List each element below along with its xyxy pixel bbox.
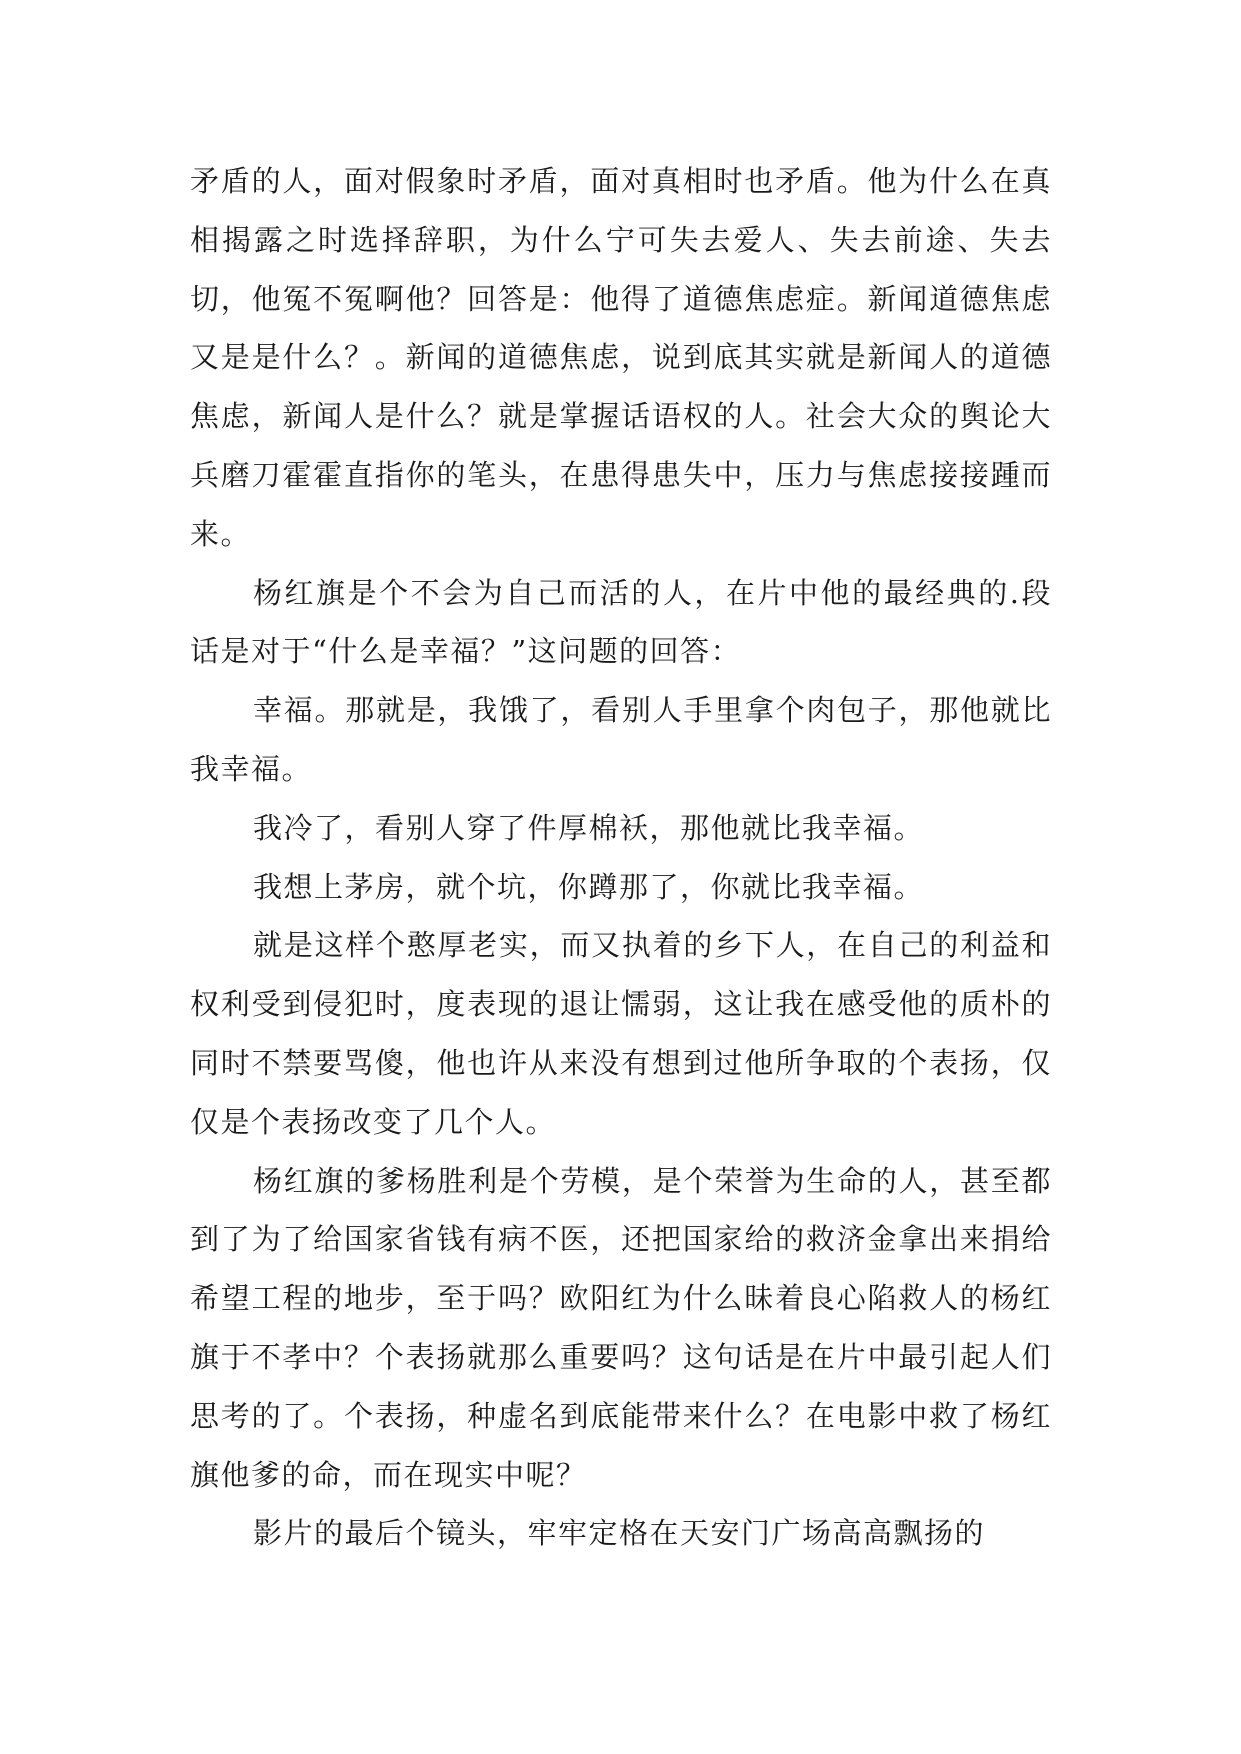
paragraph-6: 就是这样个憨厚老实，而又执着的乡下人，在自己的利益和权利受到侵犯时，度表现的退让懦弱，这让我在感受他的质朴的同时不禁要骂傻，他也许从来没有想到过他所争取的个表扬，仅仅是个表扬改变了几个人。 xyxy=(190,928,1052,1139)
document-body xyxy=(190,152,1052,1563)
paragraph-5: 我想上茅房，就个坑，你蹲那了，你就比我幸福。 xyxy=(253,869,925,904)
paragraph-1: 矛盾的人，面对假象时矛盾，面对真相时也矛盾。他为什么在真相揭露之时选择辞职，为什么宁可失去爱人、失去前途、失去切，他冤不冤啊他？回答是：他得了道德焦虑症。新闻道德焦虑又是是什么？。新闻的道德焦虑，说到底其实就是新闻人的道德焦虑，新闻人是什么？就是掌握话语权的人。社会大众的舆论大兵磨刀霍霍直指你的笔头，在患得患失中，压力与焦虑接接踵而来。 xyxy=(190,164,1052,551)
paragraph-2: 杨红旗是个不会为自己而活的人，在片中他的最经典的.段话是对于“什么是幸福？”这问题的回答： xyxy=(190,575,1052,669)
paragraph-7: 杨红旗的爹杨胜利是个劳模，是个荣誉为生命的人，甚至都到了为了给国家省钱有病不医，还把国家给的救济金拿出来捐给希望工程的地步，至于吗？欧阳红为什么昧着良心陷救人的杨红旗于不孝中？个表扬就那么重要吗？这句话是在片中最引起人们思考的了。个表扬，种虚名到底能带来什么？在电影中救了杨红旗他爹的命，而在现实中呢？ xyxy=(190,1163,1052,1492)
paragraph-8: 影片的最后个镜头，牢牢定格在天安门广场高高飘扬的 xyxy=(253,1516,986,1551)
paragraph-4: 我冷了，看别人穿了件厚棉袄，那他就比我幸福。 xyxy=(253,810,925,845)
paragraph-3: 幸福。那就是，我饿了，看别人手里拿个肉包子，那他就比我幸福。 xyxy=(190,693,1052,786)
